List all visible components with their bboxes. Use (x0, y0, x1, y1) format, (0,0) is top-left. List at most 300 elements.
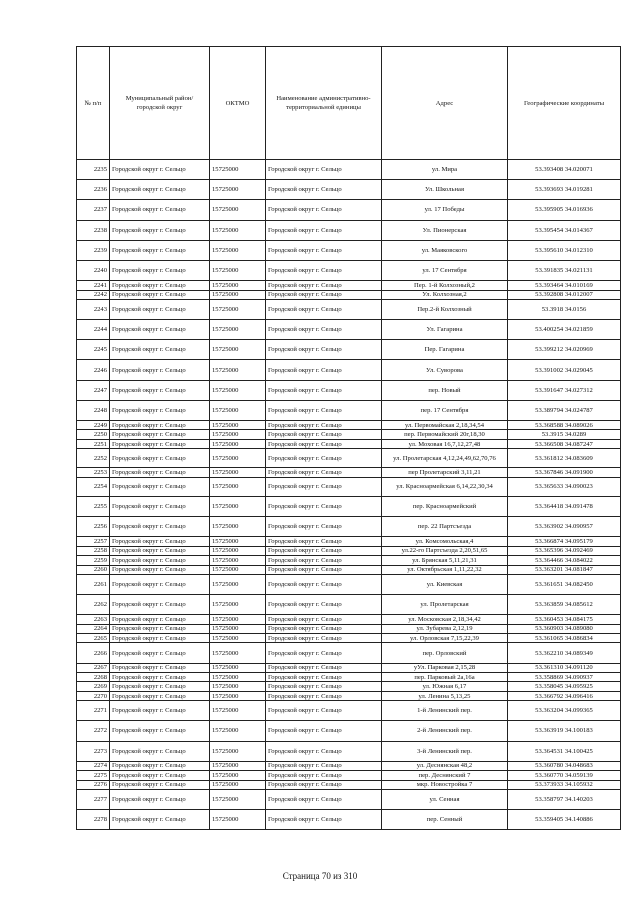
row-unit: Городской округ г. Сельцо (266, 624, 382, 633)
row-address: Ул. Суворова (382, 360, 508, 380)
row-district: Городской округ г. Сельцо (110, 240, 210, 260)
table-row (77, 595, 621, 615)
row-district: Городской округ г. Сельцо (110, 160, 210, 180)
row-coords: 53.365633 34.090023 (508, 477, 621, 496)
table-row (77, 565, 621, 574)
row-oktmo: 15725000 (210, 595, 266, 615)
row-district: Городской округ г. Сельцо (110, 741, 210, 761)
row-unit: Городской округ г. Сельцо (266, 789, 382, 809)
row-oktmo: 15725000 (210, 691, 266, 700)
table-row (77, 537, 621, 546)
row-unit: Городской округ г. Сельцо (266, 761, 382, 770)
row-district: Городской округ г. Сельцо (110, 220, 210, 240)
row-num: 2274 (77, 761, 110, 770)
row-unit: Городской округ г. Сельцо (266, 421, 382, 430)
table-row (77, 430, 621, 439)
row-district: Городской округ г. Сельцо (110, 430, 210, 439)
row-address: пер. Сенный (382, 810, 508, 830)
row-district: Городской округ г. Сельцо (110, 340, 210, 360)
row-oktmo: 15725000 (210, 180, 266, 200)
row-oktmo: 15725000 (210, 546, 266, 555)
row-unit: Городской округ г. Сельцо (266, 574, 382, 594)
row-num: 2247 (77, 380, 110, 400)
row-oktmo: 15725000 (210, 340, 266, 360)
table-row (77, 320, 621, 340)
row-coords: 53.361812 34.083609 (508, 449, 621, 468)
row-coords: 53.391835 34.021131 (508, 260, 621, 280)
row-oktmo: 15725000 (210, 537, 266, 546)
row-unit: Городской округ г. Сельцо (266, 682, 382, 691)
row-district: Городской округ г. Сельцо (110, 260, 210, 280)
row-unit: Городской округ г. Сельцо (266, 546, 382, 555)
row-unit: Городской округ г. Сельцо (266, 741, 382, 761)
row-unit: Городской округ г. Сельцо (266, 643, 382, 663)
row-address: ул.22-го Партсъезда 2,20,51,65 (382, 546, 508, 555)
row-oktmo: 15725000 (210, 220, 266, 240)
row-district: Городской округ г. Сельцо (110, 663, 210, 672)
row-address: ул. Первомайская 2,18,34,54 (382, 421, 508, 430)
row-coords: 53.361651 34.082450 (508, 574, 621, 594)
row-coords: 53.358869 34.090937 (508, 673, 621, 682)
row-coords: 53.366792 34.096416 (508, 691, 621, 700)
row-oktmo: 15725000 (210, 160, 266, 180)
row-address: ул. Киевская (382, 574, 508, 594)
row-oktmo: 15725000 (210, 439, 266, 448)
row-coords: 53.363902 34.090957 (508, 517, 621, 537)
row-address: ул. Пролетарская (382, 595, 508, 615)
table-row (77, 624, 621, 633)
row-num: 2276 (77, 780, 110, 789)
row-oktmo: 15725000 (210, 624, 266, 633)
row-address: пер. 22 Партсъезда (382, 517, 508, 537)
table-row (77, 240, 621, 260)
row-num: 2266 (77, 643, 110, 663)
row-coords: 53.368588 34.089026 (508, 421, 621, 430)
row-coords: 53.393693 34.019281 (508, 180, 621, 200)
row-num: 2246 (77, 360, 110, 380)
row-unit: Городской округ г. Сельцо (266, 780, 382, 789)
row-unit: Городской округ г. Сельцо (266, 360, 382, 380)
row-unit: Городской округ г. Сельцо (266, 496, 382, 516)
row-address: ул. Деснянская 48,2 (382, 761, 508, 770)
table-row (77, 180, 621, 200)
row-oktmo: 15725000 (210, 643, 266, 663)
row-oktmo: 15725000 (210, 240, 266, 260)
row-district: Городской округ г. Сельцо (110, 439, 210, 448)
row-oktmo: 15725000 (210, 260, 266, 280)
row-address: пер. Красноармейский (382, 496, 508, 516)
row-district: Городской округ г. Сельцо (110, 180, 210, 200)
row-coords: 53.395905 34.016936 (508, 200, 621, 220)
row-coords: 53.364466 34.084022 (508, 556, 621, 565)
table-row (77, 789, 621, 809)
row-num: 2251 (77, 439, 110, 448)
row-address: 2-й Ленинский пер. (382, 721, 508, 741)
row-coords: 53.3918 34.0156 (508, 299, 621, 319)
table-row (77, 477, 621, 496)
row-district: Городской округ г. Сельцо (110, 574, 210, 594)
row-num: 2268 (77, 673, 110, 682)
row-coords: 53.365396 34.092469 (508, 546, 621, 555)
table-row (77, 673, 621, 682)
row-oktmo: 15725000 (210, 430, 266, 439)
row-unit: Городской округ г. Сельцо (266, 663, 382, 672)
row-district: Городской округ г. Сельцо (110, 673, 210, 682)
table-row (77, 741, 621, 761)
row-coords: 53.360903 34.089080 (508, 624, 621, 633)
row-coords: 53.393464 34.010169 (508, 281, 621, 290)
row-num: 2257 (77, 537, 110, 546)
row-coords: 53.363919 34.100183 (508, 721, 621, 741)
row-address: Пер. 1-й Колхозный,2 (382, 281, 508, 290)
row-coords: 53.364531 34.100425 (508, 741, 621, 761)
table-row (77, 200, 621, 220)
table-row (77, 810, 621, 830)
row-num: 2249 (77, 421, 110, 430)
row-num: 2270 (77, 691, 110, 700)
row-address: ул. Ленина 5,13,25 (382, 691, 508, 700)
header-district: Муниципальный район/городской округ (110, 47, 210, 160)
header-coords: Географические координаты (508, 47, 621, 160)
row-district: Городской округ г. Сельцо (110, 290, 210, 299)
row-unit: Городской округ г. Сельцо (266, 340, 382, 360)
row-unit: Городской округ г. Сельцо (266, 320, 382, 340)
row-address: ул. Орловская 7,15,22,39 (382, 634, 508, 643)
row-num: 2254 (77, 477, 110, 496)
row-address: Пер.2-й Колхозный (382, 299, 508, 319)
row-address: ул. Моховая 16,7,12,27,48 (382, 439, 508, 448)
row-coords: 53.391002 34.029045 (508, 360, 621, 380)
row-district: Городской округ г. Сельцо (110, 400, 210, 420)
table-row (77, 517, 621, 537)
table-row (77, 556, 621, 565)
table-row (77, 439, 621, 448)
row-num: 2252 (77, 449, 110, 468)
table-row (77, 281, 621, 290)
row-district: Городской округ г. Сельцо (110, 496, 210, 516)
row-coords: 53.3915 34.0289 (508, 430, 621, 439)
row-coords: 53.360780 34.048683 (508, 761, 621, 770)
row-num: 2264 (77, 624, 110, 633)
row-address: ул. Пролетарская 4,12,24,49,62,70,76 (382, 449, 508, 468)
row-coords: 53.362210 34.089349 (508, 643, 621, 663)
row-unit: Городской округ г. Сельцо (266, 240, 382, 260)
row-district: Городской округ г. Сельцо (110, 780, 210, 789)
row-num: 2258 (77, 546, 110, 555)
row-coords: 53.364418 34.091478 (508, 496, 621, 516)
table-row (77, 299, 621, 319)
row-unit: Городской округ г. Сельцо (266, 691, 382, 700)
row-address: Ул. Колхозная,2 (382, 290, 508, 299)
row-district: Городской округ г. Сельцо (110, 624, 210, 633)
row-district: Городской округ г. Сельцо (110, 643, 210, 663)
page-footer: Страница 70 из 310 (282, 871, 358, 881)
row-coords: 53.363204 34.099365 (508, 701, 621, 721)
table-row (77, 496, 621, 516)
table-row (77, 761, 621, 770)
row-district: Городской округ г. Сельцо (110, 200, 210, 220)
row-unit: Городской округ г. Сельцо (266, 634, 382, 643)
row-coords: 53.389794 34.024787 (508, 400, 621, 420)
row-district: Городской округ г. Сельцо (110, 517, 210, 537)
row-oktmo: 15725000 (210, 771, 266, 780)
row-address: 3-й Ленинский пер. (382, 741, 508, 761)
row-district: Городской округ г. Сельцо (110, 691, 210, 700)
row-address: Ул. Пионерская (382, 220, 508, 240)
row-coords: 53.392808 34.012007 (508, 290, 621, 299)
row-unit: Городской округ г. Сельцо (266, 556, 382, 565)
row-oktmo: 15725000 (210, 810, 266, 830)
row-coords: 53.358045 34.095925 (508, 682, 621, 691)
row-address: ул. 17 Сентября (382, 260, 508, 280)
row-num: 2248 (77, 400, 110, 420)
row-oktmo: 15725000 (210, 789, 266, 809)
row-unit: Городской округ г. Сельцо (266, 810, 382, 830)
row-unit: Городской округ г. Сельцо (266, 260, 382, 280)
row-oktmo: 15725000 (210, 780, 266, 789)
table-row (77, 400, 621, 420)
row-address: мкр. Новостройка 7 (382, 780, 508, 789)
row-unit: Городской округ г. Сельцо (266, 200, 382, 220)
row-num: 2267 (77, 663, 110, 672)
row-district: Городской округ г. Сельцо (110, 595, 210, 615)
row-num: 2250 (77, 430, 110, 439)
row-oktmo: 15725000 (210, 380, 266, 400)
row-coords: 53.400254 34.021859 (508, 320, 621, 340)
row-num: 2275 (77, 771, 110, 780)
row-address: уУл. Парковая 2,15,28 (382, 663, 508, 672)
row-oktmo: 15725000 (210, 634, 266, 643)
row-oktmo: 15725000 (210, 663, 266, 672)
row-address: пер. Парковый 2а,16а (382, 673, 508, 682)
row-oktmo: 15725000 (210, 200, 266, 220)
table-row (77, 340, 621, 360)
row-address: ул. Брянская 5,11,21,31 (382, 556, 508, 565)
row-coords: 53.367846 34.091900 (508, 468, 621, 477)
table-row (77, 780, 621, 789)
row-address: пер. Орловский (382, 643, 508, 663)
row-num: 2236 (77, 180, 110, 200)
row-coords: 53.395454 34.014367 (508, 220, 621, 240)
row-address: ул. Мира (382, 160, 508, 180)
table-row (77, 615, 621, 624)
row-address: пер Пролетарский 3,11,21 (382, 468, 508, 477)
row-unit: Городской округ г. Сельцо (266, 517, 382, 537)
table-row (77, 701, 621, 721)
table-row (77, 643, 621, 663)
table-body (77, 160, 621, 830)
row-unit: Городской округ г. Сельцо (266, 400, 382, 420)
row-coords: 53.395610 34.012310 (508, 240, 621, 260)
row-num: 2256 (77, 517, 110, 537)
table-row (77, 574, 621, 594)
row-oktmo: 15725000 (210, 673, 266, 682)
row-unit: Городской округ г. Сельцо (266, 430, 382, 439)
row-coords: 53.358797 34.140203 (508, 789, 621, 809)
row-coords: 53.361310 34.091120 (508, 663, 621, 672)
row-oktmo: 15725000 (210, 496, 266, 516)
row-oktmo: 15725000 (210, 565, 266, 574)
row-oktmo: 15725000 (210, 682, 266, 691)
row-unit: Городской округ г. Сельцо (266, 281, 382, 290)
row-address: ул. Южная 6,17 (382, 682, 508, 691)
row-unit: Городской округ г. Сельцо (266, 673, 382, 682)
row-unit: Городской округ г. Сельцо (266, 565, 382, 574)
row-coords: 53.360770 34.059139 (508, 771, 621, 780)
row-unit: Городской округ г. Сельцо (266, 595, 382, 615)
row-oktmo: 15725000 (210, 574, 266, 594)
row-unit: Городской округ г. Сельцо (266, 290, 382, 299)
row-address: пер. Первомайский 20г,18,30 (382, 430, 508, 439)
row-address: ул. Московская 2,18,34,42 (382, 615, 508, 624)
row-coords: 53.360453 34.084175 (508, 615, 621, 624)
row-unit: Городской округ г. Сельцо (266, 380, 382, 400)
header-address: Адрес (382, 47, 508, 160)
table-row (77, 360, 621, 380)
row-num: 2245 (77, 340, 110, 360)
row-address: ул. Октябрьская 1,11,22,32 (382, 565, 508, 574)
row-coords: 53.399212 34.020969 (508, 340, 621, 360)
row-oktmo: 15725000 (210, 320, 266, 340)
row-oktmo: 15725000 (210, 477, 266, 496)
row-unit: Городской округ г. Сельцо (266, 477, 382, 496)
row-num: 2277 (77, 789, 110, 809)
registry-table (76, 46, 621, 830)
row-district: Городской округ г. Сельцо (110, 468, 210, 477)
row-num: 2265 (77, 634, 110, 643)
row-coords: 53.363859 34.085612 (508, 595, 621, 615)
table-header-row (77, 47, 621, 160)
row-oktmo: 15725000 (210, 761, 266, 770)
row-coords: 53.363201 34.081847 (508, 565, 621, 574)
row-oktmo: 15725000 (210, 721, 266, 741)
row-district: Городской округ г. Сельцо (110, 810, 210, 830)
table-row (77, 663, 621, 672)
row-num: 2243 (77, 299, 110, 319)
row-unit: Городской округ г. Сельцо (266, 449, 382, 468)
row-num: 2255 (77, 496, 110, 516)
row-address: ул. Сенная (382, 789, 508, 809)
row-num: 2239 (77, 240, 110, 260)
row-coords: 53.393408 34.020071 (508, 160, 621, 180)
row-district: Городской округ г. Сельцо (110, 380, 210, 400)
row-oktmo: 15725000 (210, 615, 266, 624)
row-num: 2278 (77, 810, 110, 830)
row-oktmo: 15725000 (210, 468, 266, 477)
row-district: Городской округ г. Сельцо (110, 546, 210, 555)
row-oktmo: 15725000 (210, 449, 266, 468)
row-unit: Городской округ г. Сельцо (266, 468, 382, 477)
row-coords: 53.373933 34.105932 (508, 780, 621, 789)
row-coords: 53.366874 34.095179 (508, 537, 621, 546)
row-num: 2262 (77, 595, 110, 615)
row-num: 2273 (77, 741, 110, 761)
row-address: ул. Маяковского (382, 240, 508, 260)
table-row (77, 290, 621, 299)
row-unit: Городской округ г. Сельцо (266, 180, 382, 200)
row-address: 1-й Ленинский пер. (382, 701, 508, 721)
row-num: 2272 (77, 721, 110, 741)
table-row (77, 771, 621, 780)
row-num: 2235 (77, 160, 110, 180)
row-num: 2237 (77, 200, 110, 220)
row-unit: Городской округ г. Сельцо (266, 771, 382, 780)
row-oktmo: 15725000 (210, 701, 266, 721)
row-district: Городской округ г. Сельцо (110, 634, 210, 643)
row-district: Городской округ г. Сельцо (110, 771, 210, 780)
row-oktmo: 15725000 (210, 360, 266, 380)
row-num: 2261 (77, 574, 110, 594)
row-address: ул. Комсомольская,4 (382, 537, 508, 546)
row-district: Городской округ г. Сельцо (110, 421, 210, 430)
row-unit: Городской округ г. Сельцо (266, 160, 382, 180)
row-address: пер. 17 Сентября (382, 400, 508, 420)
row-address: пер. Деснянский 7 (382, 771, 508, 780)
row-district: Городской округ г. Сельцо (110, 281, 210, 290)
row-oktmo: 15725000 (210, 281, 266, 290)
row-oktmo: 15725000 (210, 290, 266, 299)
table-row (77, 682, 621, 691)
table-row (77, 380, 621, 400)
row-unit: Городской округ г. Сельцо (266, 439, 382, 448)
row-num: 2253 (77, 468, 110, 477)
row-coords: 53.359405 34.140886 (508, 810, 621, 830)
row-district: Городской округ г. Сельцо (110, 615, 210, 624)
row-coords: 53.366508 34.087247 (508, 439, 621, 448)
row-oktmo: 15725000 (210, 741, 266, 761)
row-oktmo: 15725000 (210, 556, 266, 565)
row-address: пер. Новый (382, 380, 508, 400)
header-oktmo: ОКТМО (210, 47, 266, 160)
row-address: ул. Красноармейская 6,14,22,30,34 (382, 477, 508, 496)
row-district: Городской округ г. Сельцо (110, 299, 210, 319)
row-district: Городской округ г. Сельцо (110, 477, 210, 496)
table-row (77, 468, 621, 477)
row-num: 2238 (77, 220, 110, 240)
header-num: № п/п (77, 47, 110, 160)
row-district: Городской округ г. Сельцо (110, 761, 210, 770)
row-num: 2271 (77, 701, 110, 721)
table-row (77, 260, 621, 280)
table-row (77, 691, 621, 700)
row-num: 2244 (77, 320, 110, 340)
table-row (77, 421, 621, 430)
table-row (77, 546, 621, 555)
row-unit: Городской округ г. Сельцо (266, 537, 382, 546)
row-district: Городской округ г. Сельцо (110, 360, 210, 380)
row-unit: Городской округ г. Сельцо (266, 701, 382, 721)
row-district: Городской округ г. Сельцо (110, 537, 210, 546)
row-district: Городской округ г. Сельцо (110, 789, 210, 809)
row-oktmo: 15725000 (210, 421, 266, 430)
row-address: Пер. Гагарина (382, 340, 508, 360)
row-district: Городской округ г. Сельцо (110, 449, 210, 468)
row-unit: Городской округ г. Сельцо (266, 615, 382, 624)
table-row (77, 449, 621, 468)
row-district: Городской округ г. Сельцо (110, 682, 210, 691)
row-unit: Городской округ г. Сельцо (266, 220, 382, 240)
row-district: Городской округ г. Сельцо (110, 320, 210, 340)
table-row (77, 160, 621, 180)
row-num: 2260 (77, 565, 110, 574)
row-district: Городской округ г. Сельцо (110, 556, 210, 565)
row-num: 2242 (77, 290, 110, 299)
table-row (77, 220, 621, 240)
row-district: Городской округ г. Сельцо (110, 721, 210, 741)
row-unit: Городской округ г. Сельцо (266, 299, 382, 319)
row-district: Городской округ г. Сельцо (110, 565, 210, 574)
row-num: 2269 (77, 682, 110, 691)
